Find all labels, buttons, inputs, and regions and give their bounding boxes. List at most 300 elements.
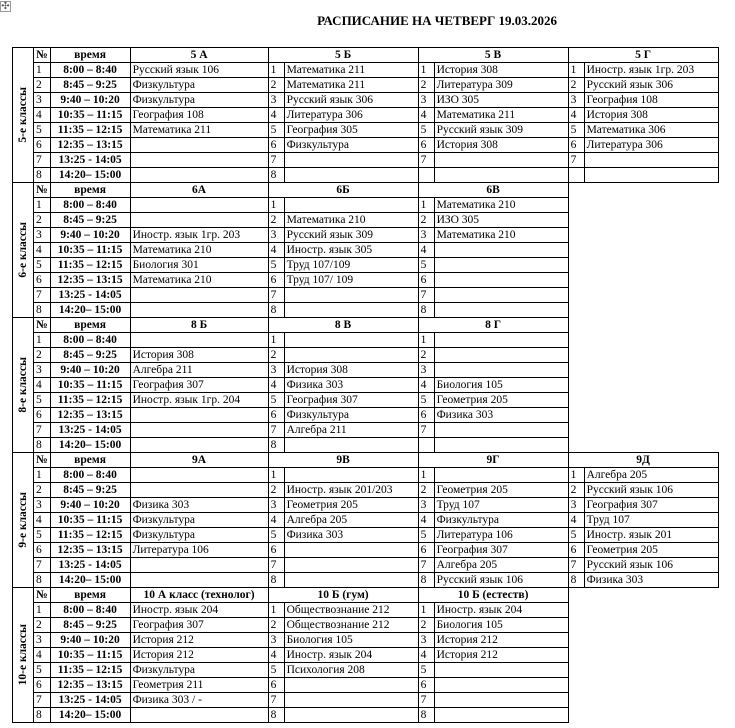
lesson-row (13, 213, 719, 228)
header-time: время (50, 318, 130, 333)
class-lesson-number: 1 (418, 468, 434, 483)
class-lesson-number: 8 (418, 708, 434, 723)
lesson-row (13, 138, 719, 153)
empty-cell (568, 318, 718, 333)
class-lesson-number: 6 (418, 138, 434, 153)
lesson-subject (284, 333, 418, 348)
lesson-subject: Физкультура (130, 93, 268, 108)
class-lesson-number (418, 168, 434, 183)
lesson-row (13, 258, 719, 273)
lesson-subject (434, 708, 568, 723)
lesson-time: 9:40 – 10:20 (50, 93, 130, 108)
lesson-subject: Русский язык 106 (130, 63, 268, 78)
lesson-subject: Иностр. язык 201/203 (284, 483, 418, 498)
lesson-subject: Литература 106 (130, 543, 268, 558)
section-label (13, 588, 34, 723)
class-header: 9В (268, 453, 418, 468)
lesson-subject: Физкультура (284, 408, 418, 423)
lesson-time: 11:35 – 12:15 (50, 258, 130, 273)
empty-cell (568, 303, 718, 318)
lesson-time: 8:00 – 8:40 (50, 198, 130, 213)
class-lesson-number: 2 (418, 78, 434, 93)
lesson-row (13, 63, 719, 78)
lesson-subject (434, 468, 568, 483)
lesson-number: 4 (34, 243, 51, 258)
lesson-subject: Физика 303 / - (130, 693, 268, 708)
lesson-subject: География 307 (130, 378, 268, 393)
lesson-row (13, 693, 719, 708)
section-label (13, 453, 34, 588)
lesson-subject (284, 468, 418, 483)
empty-cell (568, 408, 718, 423)
lesson-row (13, 408, 719, 423)
lesson-number: 2 (34, 348, 51, 363)
header-number: № (34, 183, 51, 198)
lesson-subject (434, 348, 568, 363)
lesson-number: 4 (34, 513, 51, 528)
empty-cell (568, 393, 718, 408)
lesson-row (13, 153, 719, 168)
class-lesson-number: 2 (418, 483, 434, 498)
lesson-subject (284, 438, 418, 453)
class-lesson-number: 2 (268, 348, 284, 363)
class-lesson-number: 2 (568, 483, 584, 498)
lesson-subject: Геометрия 205 (434, 483, 568, 498)
lesson-time: 12:35 – 13:15 (50, 678, 130, 693)
lesson-subject: География 307 (434, 543, 568, 558)
class-lesson-number: 7 (418, 558, 434, 573)
class-lesson-number: 7 (268, 423, 284, 438)
lesson-number: 3 (34, 633, 51, 648)
page-title: РАСПИСАНИЕ НА ЧЕТВЕРГ 19.03.2026 (317, 13, 557, 28)
lesson-row (13, 573, 719, 588)
lesson-subject: История 308 (434, 63, 568, 78)
class-lesson-number: 8 (268, 303, 284, 318)
lesson-subject (284, 543, 418, 558)
lesson-time: 8:45 – 9:25 (50, 78, 130, 93)
class-lesson-number: 6 (568, 138, 584, 153)
lesson-time: 13:25 - 14:05 (50, 693, 130, 708)
class-lesson-number: 6 (268, 543, 284, 558)
lesson-time: 11:35 – 12:15 (50, 663, 130, 678)
lesson-subject (434, 438, 568, 453)
class-lesson-number: 6 (418, 543, 434, 558)
lesson-subject: Русский язык 106 (584, 558, 718, 573)
lesson-row (13, 93, 719, 108)
lesson-subject: География 108 (130, 108, 268, 123)
schedule-table (12, 47, 719, 723)
lesson-number: 4 (34, 108, 51, 123)
lesson-subject (130, 573, 268, 588)
lesson-subject (284, 678, 418, 693)
lesson-subject (284, 303, 418, 318)
lesson-subject: Геометрия 211 (130, 678, 268, 693)
class-lesson-number: 1 (418, 198, 434, 213)
class-lesson-number: 7 (418, 423, 434, 438)
empty-cell (568, 378, 718, 393)
lesson-number: 8 (34, 438, 51, 453)
lesson-row (13, 558, 719, 573)
section-label-text: 10-е классы (17, 624, 29, 686)
class-header: 5 Г (568, 48, 718, 63)
lesson-time: 14:20– 15:00 (50, 438, 130, 453)
class-lesson-number: 8 (268, 708, 284, 723)
class-header: 10 Б (естеств) (418, 588, 568, 603)
lesson-row (13, 243, 719, 258)
lesson-time: 8:00 – 8:40 (50, 63, 130, 78)
lesson-subject: Обществознание 212 (284, 603, 418, 618)
class-header: 9Г (418, 453, 568, 468)
lesson-number: 7 (34, 423, 51, 438)
lesson-subject (130, 198, 268, 213)
lesson-time: 8:45 – 9:25 (50, 483, 130, 498)
class-lesson-number: 1 (568, 63, 584, 78)
lesson-subject (130, 333, 268, 348)
lesson-time: 9:40 – 10:20 (50, 363, 130, 378)
lesson-subject (130, 303, 268, 318)
lesson-subject (284, 558, 418, 573)
empty-cell (568, 663, 718, 678)
class-lesson-number: 8 (418, 573, 434, 588)
lesson-subject: История 212 (130, 633, 268, 648)
class-lesson-number: 4 (418, 378, 434, 393)
lesson-row (13, 348, 719, 363)
class-lesson-number: 7 (268, 153, 284, 168)
class-lesson-number: 5 (268, 528, 284, 543)
empty-cell (568, 243, 718, 258)
lesson-row (13, 483, 719, 498)
lesson-number: 1 (34, 63, 51, 78)
lesson-subject (434, 663, 568, 678)
class-header: 5 Б (268, 48, 418, 63)
class-lesson-number: 5 (268, 663, 284, 678)
lesson-number: 6 (34, 138, 51, 153)
class-lesson-number: 5 (418, 663, 434, 678)
lesson-subject (434, 168, 568, 183)
lesson-subject: Математика 211 (434, 108, 568, 123)
class-lesson-number: 6 (268, 408, 284, 423)
empty-cell (568, 423, 718, 438)
lesson-subject: Биология 105 (434, 618, 568, 633)
lesson-row (13, 438, 719, 453)
class-lesson-number: 8 (568, 573, 584, 588)
lesson-row (13, 468, 719, 483)
class-lesson-number: 7 (268, 558, 284, 573)
section-label (13, 48, 34, 183)
lesson-number: 2 (34, 213, 51, 228)
class-lesson-number: 8 (268, 573, 284, 588)
class-lesson-number (418, 438, 434, 453)
lesson-number: 5 (34, 393, 51, 408)
lesson-row (13, 648, 719, 663)
lesson-row (13, 123, 719, 138)
class-lesson-number: 6 (268, 273, 284, 288)
lesson-subject: География 307 (130, 618, 268, 633)
lesson-subject: Алгебра 205 (434, 558, 568, 573)
class-lesson-number: 5 (568, 528, 584, 543)
lesson-row (13, 288, 719, 303)
lesson-subject: Физика 303 (584, 573, 718, 588)
lesson-subject: Физкультура (130, 528, 268, 543)
class-lesson-number: 5 (568, 123, 584, 138)
lesson-time: 13:25 - 14:05 (50, 423, 130, 438)
class-lesson-number: 4 (268, 378, 284, 393)
lesson-subject: Алгебра 211 (284, 423, 418, 438)
lesson-number: 6 (34, 543, 51, 558)
class-lesson-number: 7 (418, 288, 434, 303)
lesson-row (13, 618, 719, 633)
lesson-subject: Иностр. язык 1гр. 203 (130, 228, 268, 243)
lesson-subject: Алгебра 205 (584, 468, 718, 483)
lesson-subject: Математика 306 (584, 123, 718, 138)
section-label-text: 8-е классы (17, 357, 29, 413)
class-lesson-number: 5 (268, 393, 284, 408)
empty-cell (568, 693, 718, 708)
class-lesson-number: 3 (268, 633, 284, 648)
lesson-time: 11:35 – 12:15 (50, 123, 130, 138)
empty-cell (568, 198, 718, 213)
lesson-subject (434, 153, 568, 168)
header-time: время (50, 588, 130, 603)
class-lesson-number: 1 (568, 468, 584, 483)
lesson-subject: География 305 (284, 123, 418, 138)
class-lesson-number: 7 (268, 693, 284, 708)
empty-cell (568, 228, 718, 243)
section-label (13, 183, 34, 318)
table-move-handle-icon[interactable]: ✣ (1, 1, 10, 12)
lesson-subject: Биология 105 (434, 378, 568, 393)
lesson-number: 2 (34, 78, 51, 93)
class-lesson-number (568, 168, 584, 183)
lesson-row (13, 363, 719, 378)
class-lesson-number: 3 (418, 363, 434, 378)
lesson-number: 2 (34, 483, 51, 498)
lesson-subject (284, 708, 418, 723)
class-lesson-number: 8 (268, 168, 284, 183)
class-lesson-number: 3 (268, 93, 284, 108)
class-lesson-number: 4 (418, 513, 434, 528)
lesson-subject (434, 288, 568, 303)
lesson-subject: Физика 303 (284, 378, 418, 393)
lesson-subject: Русский язык 309 (434, 123, 568, 138)
lesson-number: 8 (34, 303, 51, 318)
lesson-subject: Физкультура (130, 513, 268, 528)
class-lesson-number: 2 (268, 483, 284, 498)
lesson-row (13, 78, 719, 93)
lesson-subject: ИЗО 305 (434, 93, 568, 108)
class-lesson-number: 7 (418, 693, 434, 708)
lesson-subject: Математика 210 (284, 213, 418, 228)
lesson-time: 10:35 – 11:15 (50, 243, 130, 258)
lesson-subject: Биология 105 (284, 633, 418, 648)
lesson-time: 9:40 – 10:20 (50, 228, 130, 243)
section-label-text: 9-е классы (17, 492, 29, 548)
empty-cell (568, 363, 718, 378)
lesson-subject: Иностр. язык 204 (284, 648, 418, 663)
lesson-time: 12:35 – 13:15 (50, 408, 130, 423)
class-header: 5 В (418, 48, 568, 63)
lesson-row (13, 393, 719, 408)
class-lesson-number: 8 (418, 303, 434, 318)
lesson-row (13, 168, 719, 183)
lesson-time: 13:25 - 14:05 (50, 558, 130, 573)
lesson-subject: История 212 (130, 648, 268, 663)
lesson-subject: Русский язык 306 (584, 78, 718, 93)
lesson-subject: Русский язык 306 (284, 93, 418, 108)
class-lesson-number: 6 (568, 543, 584, 558)
lesson-subject: Иностр. язык 1гр. 203 (584, 63, 718, 78)
class-header: 8 Г (418, 318, 568, 333)
lesson-row (13, 198, 719, 213)
lesson-subject (434, 303, 568, 318)
section-label (13, 318, 34, 453)
class-lesson-number: 6 (418, 678, 434, 693)
lesson-row (13, 333, 719, 348)
header-number: № (34, 318, 51, 333)
class-lesson-number: 7 (418, 153, 434, 168)
lesson-subject: Обществознание 212 (284, 618, 418, 633)
lesson-number: 5 (34, 123, 51, 138)
lesson-subject: География 307 (584, 498, 718, 513)
lesson-subject (434, 258, 568, 273)
lesson-number: 6 (34, 273, 51, 288)
class-lesson-number: 2 (268, 78, 284, 93)
lesson-number: 8 (34, 573, 51, 588)
class-lesson-number: 3 (418, 228, 434, 243)
lesson-subject: Математика 210 (130, 243, 268, 258)
lesson-time: 8:00 – 8:40 (50, 468, 130, 483)
empty-cell (568, 648, 718, 663)
lesson-time: 8:45 – 9:25 (50, 618, 130, 633)
lesson-time: 12:35 – 13:15 (50, 273, 130, 288)
class-header: 6Б (268, 183, 418, 198)
lesson-row (13, 228, 719, 243)
lesson-subject (284, 348, 418, 363)
class-header: 5 А (130, 48, 268, 63)
class-lesson-number: 5 (418, 528, 434, 543)
lesson-subject (284, 168, 418, 183)
class-lesson-number: 3 (268, 498, 284, 513)
class-lesson-number: 3 (418, 498, 434, 513)
lesson-row (13, 543, 719, 558)
class-lesson-number: 5 (418, 123, 434, 138)
class-lesson-number: 4 (568, 108, 584, 123)
lesson-number: 4 (34, 648, 51, 663)
lesson-subject (434, 333, 568, 348)
lesson-time: 8:00 – 8:40 (50, 603, 130, 618)
lesson-row (13, 303, 719, 318)
lesson-number: 1 (34, 603, 51, 618)
lesson-subject (130, 558, 268, 573)
lesson-number: 5 (34, 258, 51, 273)
empty-cell (568, 258, 718, 273)
lesson-number: 7 (34, 288, 51, 303)
section-header-row (13, 318, 719, 333)
lesson-subject (130, 468, 268, 483)
lesson-number: 5 (34, 663, 51, 678)
lesson-subject: Математика 211 (130, 123, 268, 138)
header-time: время (50, 453, 130, 468)
lesson-row (13, 708, 719, 723)
lesson-subject: История 212 (434, 648, 568, 663)
lesson-time: 8:45 – 9:25 (50, 213, 130, 228)
class-lesson-number: 1 (418, 333, 434, 348)
lesson-subject: География 307 (284, 393, 418, 408)
empty-cell (568, 588, 718, 603)
lesson-row (13, 528, 719, 543)
lesson-subject: Русский язык 106 (584, 483, 718, 498)
class-lesson-number: 4 (268, 108, 284, 123)
class-header: 6А (130, 183, 268, 198)
lesson-subject: Математика 210 (434, 198, 568, 213)
lesson-subject (434, 423, 568, 438)
lesson-number: 6 (34, 678, 51, 693)
class-lesson-number: 5 (418, 393, 434, 408)
class-header: 8 В (268, 318, 418, 333)
empty-cell (568, 213, 718, 228)
lesson-subject: ИЗО 305 (434, 213, 568, 228)
class-lesson-number: 8 (268, 438, 284, 453)
empty-cell (568, 288, 718, 303)
class-lesson-number: 7 (268, 288, 284, 303)
lesson-subject (130, 168, 268, 183)
empty-cell (568, 603, 718, 618)
section-label-text: 6-е классы (17, 222, 29, 278)
lesson-number: 8 (34, 168, 51, 183)
empty-cell (568, 633, 718, 648)
lesson-subject: Иностр. язык 1гр. 204 (130, 393, 268, 408)
lesson-subject: История 308 (584, 108, 718, 123)
lesson-subject: Геометрия 205 (284, 498, 418, 513)
class-lesson-number: 3 (268, 363, 284, 378)
class-lesson-number: 4 (418, 108, 434, 123)
lesson-subject: Физкультура (130, 78, 268, 93)
header-time: время (50, 48, 130, 63)
class-lesson-number: 3 (418, 93, 434, 108)
lesson-time: 12:35 – 13:15 (50, 138, 130, 153)
lesson-subject: Иностр. язык 204 (130, 603, 268, 618)
lesson-time: 10:35 – 11:15 (50, 648, 130, 663)
lesson-subject: Труд 107 (434, 498, 568, 513)
lesson-time: 9:40 – 10:20 (50, 498, 130, 513)
header-time: время (50, 183, 130, 198)
lesson-subject: Иностр. язык 201 (584, 528, 718, 543)
lesson-subject (284, 573, 418, 588)
class-lesson-number: 4 (268, 243, 284, 258)
lesson-subject: Русский язык 106 (434, 573, 568, 588)
lesson-subject (130, 138, 268, 153)
header-number: № (34, 48, 51, 63)
class-lesson-number: 6 (418, 408, 434, 423)
class-lesson-number: 1 (268, 63, 284, 78)
lesson-subject: Русский язык 309 (284, 228, 418, 243)
lesson-subject: История 308 (284, 363, 418, 378)
lesson-subject: Алгебра 211 (130, 363, 268, 378)
lesson-number: 3 (34, 93, 51, 108)
lesson-time: 11:35 – 12:15 (50, 528, 130, 543)
class-lesson-number: 7 (568, 558, 584, 573)
lesson-subject: Иностр. язык 305 (284, 243, 418, 258)
class-lesson-number: 3 (568, 93, 584, 108)
class-lesson-number: 2 (418, 213, 434, 228)
lesson-subject (130, 153, 268, 168)
lesson-subject: Биология 301 (130, 258, 268, 273)
class-lesson-number: 5 (268, 258, 284, 273)
class-lesson-number: 3 (418, 633, 434, 648)
lesson-row (13, 678, 719, 693)
section-header-row (13, 183, 719, 198)
lesson-row (13, 423, 719, 438)
